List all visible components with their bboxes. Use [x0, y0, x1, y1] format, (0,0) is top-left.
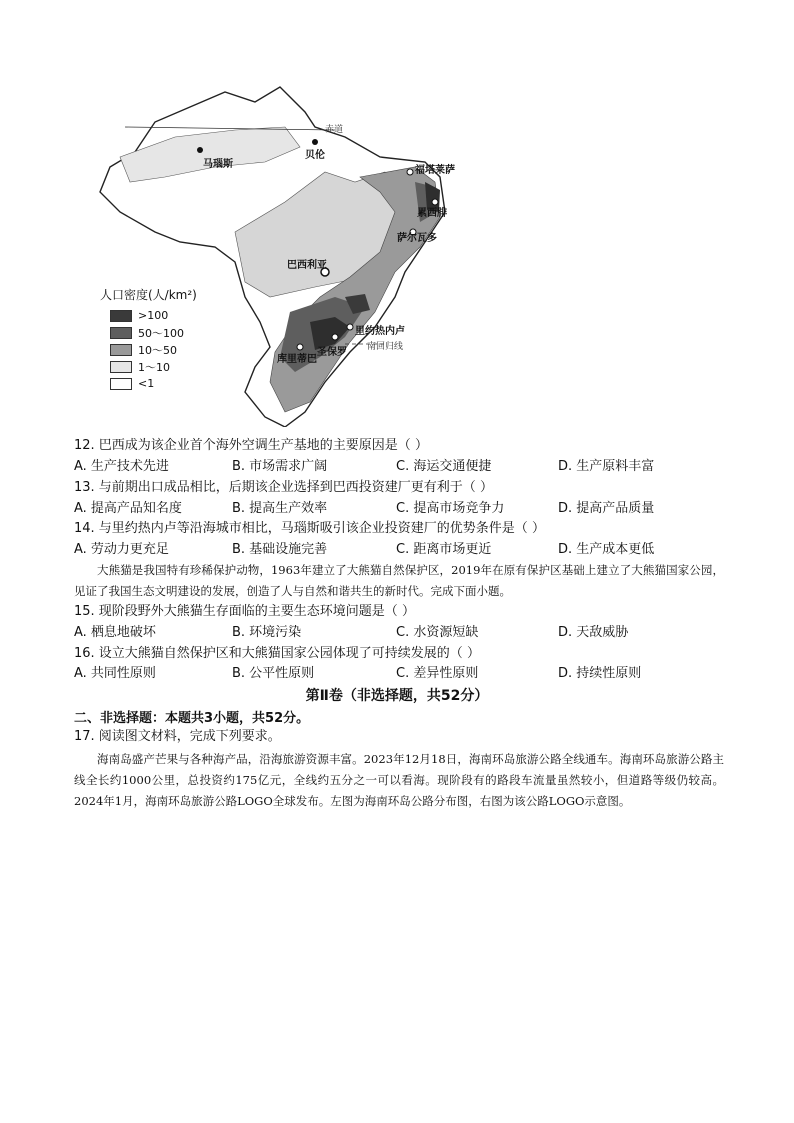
legend-title: 人口密度(人/km²): [100, 288, 197, 302]
legend-row: [100, 307, 197, 324]
option-a[interactable]: A. 生产技术先进: [74, 459, 169, 474]
option-b[interactable]: B. 公平性原则: [232, 666, 315, 681]
option-d[interactable]: D. 提高产品质量: [558, 501, 655, 516]
legend-row: [100, 375, 197, 392]
part-heading: 二、非选择题：本题共3小题，共52分。: [74, 711, 310, 726]
city-dot-manaus: [197, 147, 203, 153]
question-17-passage: 海南岛盛产芒果与各种海产品，沿海旅游资源丰富。2023年12月18日，海南环岛旅游公路全线通车。海南环岛旅游公路主线全长约1000公里，总投资约175亿元，全线约五分之一可以看海。现阶段有的路段车流量虽然较小，但道路等级仍较高。2024年1月，海南环岛旅游公路LOGO全球发布。左图为海南环岛公路分布图，右图为该公路LOGO示意图。: [74, 752, 724, 808]
question-14-options: [74, 540, 724, 560]
question-14-stem: 14. 与里约热内卢等沿海城市相比，马瑙斯吸引该企业投资建厂的优势条件是（ ）: [74, 521, 545, 536]
label-rio: 里约热内卢: [355, 326, 405, 337]
option-c[interactable]: C. 差异性原则: [396, 666, 479, 681]
option-c[interactable]: C. 距离市场更近: [396, 542, 492, 557]
legend-row: [100, 324, 197, 341]
panda-passage: 大熊猫是我国特有珍稀保护动物，1963年建立了大熊猫自然保护区，2019年在原有保护区基础上建立了大熊猫国家公园，见证了我国生态文明建设的发展，创造了人与自然和谐共生的新时代。完成下面小题。: [74, 563, 724, 598]
label-brasilia: 巴西利亚: [287, 260, 327, 271]
question-13-stem: 13. 与前期出口成品相比，后期该企业选择到巴西投资建厂更有利于（ ）: [74, 480, 493, 495]
section-title: 第Ⅱ卷（非选择题，共52分）: [305, 688, 489, 704]
label-tropic: 南回归线: [367, 342, 404, 352]
option-c[interactable]: C. 海运交通便捷: [396, 459, 492, 474]
label-recife: 累西腓: [417, 208, 447, 219]
question-15-stem: 15. 现阶段野外大熊猫生存面临的主要生态环境问题是（ ）: [74, 604, 415, 619]
option-a[interactable]: A. 提高产品知名度: [74, 501, 182, 516]
option-b[interactable]: B. 环境污染: [232, 625, 302, 640]
question-15-options: [74, 623, 724, 643]
legend-swatch: [110, 344, 132, 356]
option-a[interactable]: A. 栖息地破坏: [74, 625, 156, 640]
question-13-options: [74, 499, 724, 519]
option-b[interactable]: B. 基础设施完善: [232, 542, 328, 557]
option-b[interactable]: B. 提高生产效率: [232, 501, 328, 516]
question-16-options: [74, 664, 724, 684]
question-16-stem: 16. 设立大熊猫自然保护区和大熊猫国家公园体现了可持续发展的（ ）: [74, 646, 480, 661]
legend-swatch: [110, 310, 132, 322]
city-dot-fortaleza: [407, 169, 413, 175]
label-salvador: 萨尔瓦多: [397, 233, 437, 244]
legend-swatch: [110, 361, 132, 373]
option-a[interactable]: A. 共同性原则: [74, 666, 156, 681]
legend-swatch: [110, 378, 132, 390]
legend-swatch: [110, 327, 132, 339]
legend-label: 50～100: [138, 326, 184, 340]
city-dot-rio: [347, 324, 353, 330]
label-fortaleza: 福塔莱萨: [415, 165, 455, 176]
option-d[interactable]: D. 持续性原则: [558, 666, 642, 681]
option-d[interactable]: D. 生产原料丰富: [558, 459, 655, 474]
legend-label: 10～50: [138, 343, 177, 357]
legend-label: 1～10: [138, 360, 170, 374]
option-b[interactable]: B. 市场需求广阔: [232, 459, 328, 474]
city-dot-belem: [312, 139, 318, 145]
option-c[interactable]: C. 提高市场竞争力: [396, 501, 505, 516]
city-dot-saopaulo: [332, 334, 338, 340]
legend-label: >100: [138, 309, 169, 322]
legend-row: [100, 341, 197, 358]
legend-label: <1: [138, 377, 155, 390]
label-equator: 赤道: [325, 125, 344, 135]
question-17-stem: 17. 阅读图文材料，完成下列要求。: [74, 729, 281, 744]
option-c[interactable]: C. 水资源短缺: [396, 625, 479, 640]
map-legend: [100, 286, 197, 392]
question-12-stem: 12. 巴西成为该企业首个海外空调生产基地的主要原因是（ ）: [74, 438, 428, 453]
label-curitiba: 库里蒂巴: [277, 354, 317, 365]
option-d[interactable]: D. 天敌威胁: [558, 625, 629, 640]
legend-row: [100, 358, 197, 375]
label-belem: 贝伦: [305, 150, 325, 161]
option-d[interactable]: D. 生产成本更低: [558, 542, 655, 557]
label-saopaulo: 圣保罗: [317, 347, 347, 358]
question-12-options: [74, 457, 724, 477]
option-a[interactable]: A. 劳动力更充足: [74, 542, 169, 557]
label-manaus: 马瑙斯: [203, 159, 233, 170]
